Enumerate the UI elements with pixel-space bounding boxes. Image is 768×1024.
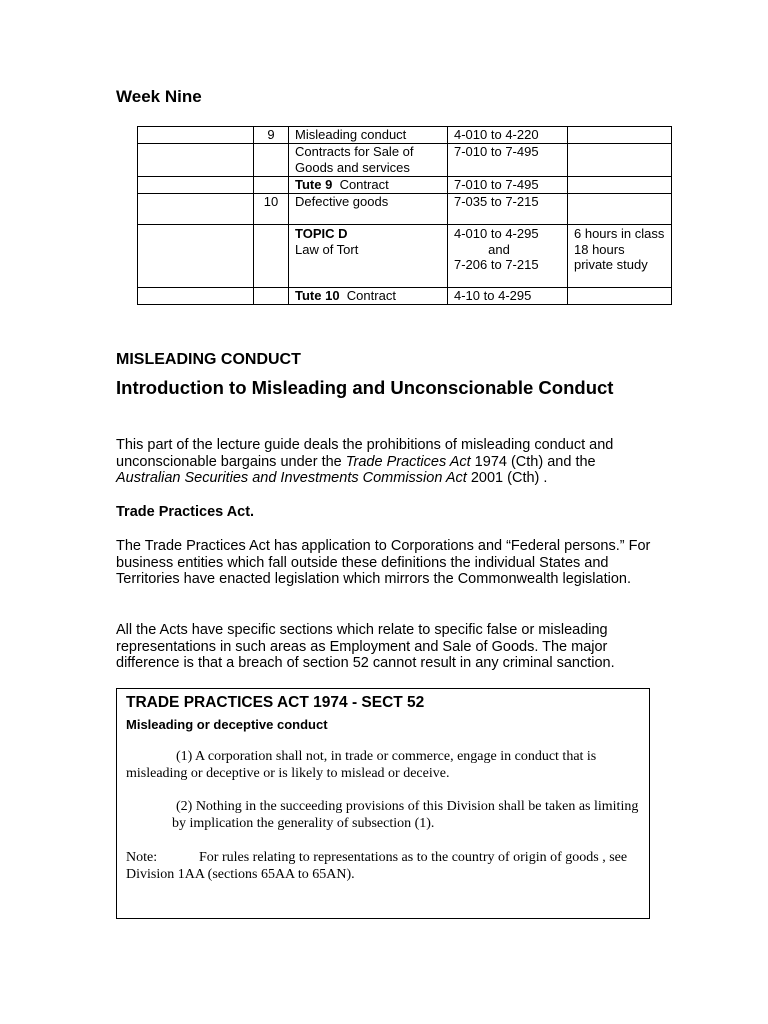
table-cell-week-number: 9 [254,127,289,144]
week-heading: Week Nine [116,87,202,106]
table-cell-week-number: 10 [254,194,289,225]
table-cell-notes [568,194,672,225]
topic-text: Defective goods [295,194,389,209]
reference-text-line3: 7-206 to 7-215 [454,257,539,272]
subsection-2: (2) Nothing in the succeeding provisions of this Division shall be taken as limiting by implication the generality of subsection (1). [172,799,639,831]
table-cell-reference: 7-010 to 7-495 [448,177,568,194]
topic-bold-text: Tute 9 [295,177,333,192]
intro-paragraph [116,437,656,487]
table-cell-reference: 4-10 to 4-295 [448,288,568,305]
trade-practices-paragraph: The Trade Practices Act has application to Corporations and “Federal persons.” For business entities which fall outside these definitions the individual States and Territories have enacted legislation which mirrors the Commonwealth legislation. [116,538,651,588]
trade-practices-heading: Trade Practices Act. [116,504,255,520]
act-name-asic: Australian Securities and Investments Commission Act [116,470,467,487]
acts-paragraph: All the Acts have specific sections which relate to specific false or misleading representations in such areas as Employment and Sale of Goods. The major difference is that a breach of section 52 cannot result in any criminal sanction. [116,622,615,672]
table-row [138,194,672,225]
table-cell-blank [138,144,254,177]
table-cell-reference: 7-010 to 7-495 [448,144,568,177]
reference-conjunction: and [488,241,510,257]
table-cell-blank [138,194,254,225]
table-cell-blank [138,225,254,288]
intro-heading: Introduction to Misleading and Unconscionable Conduct [116,377,614,398]
table-cell-topic [289,225,448,288]
table-cell-notes [568,144,672,177]
table-cell-topic [289,144,448,177]
statute-note [126,850,641,883]
table-row [138,177,672,194]
topic-text: Contract [346,288,396,303]
table-cell-reference [448,225,568,288]
topic-text: Law of Tort [295,241,359,257]
table-cell-notes [568,288,672,305]
schedule-table [137,126,672,305]
table-cell-week-number [254,177,289,194]
subsection-1: (1) A corporation shall not, in trade or commerce, engage in conduct that is misleading or deceptive or is likely to mislead or deceive. [126,749,597,781]
table-cell-topic [289,288,448,305]
table-cell-blank [138,288,254,305]
reference-text: 4-010 to 4-295 [454,226,539,241]
topic-bold-text: Tute 10 [295,288,340,303]
table-cell-topic [289,194,448,225]
statute-title: TRADE PRACTICES ACT 1974 - SECT 52 [126,694,425,711]
table-cell-week-number [254,144,289,177]
topic-bold-text: TOPIC D [295,226,348,241]
table-row [138,127,672,144]
table-cell-reference: 4-010 to 4-220 [448,127,568,144]
table-cell-reference: 7-035 to 7-215 [448,194,568,225]
intro-text-part3: 2001 (Cth) . [466,470,548,487]
table-cell-topic [289,177,448,194]
statute-box [116,688,650,919]
topic-text: Contract [339,177,389,192]
intro-text-part2: 1974 (Cth) and the [470,453,596,470]
table-cell-blank [138,127,254,144]
topic-text: Contracts for Sale of [295,144,414,159]
table-cell-topic [289,127,448,144]
topic-text-line2: Goods and services [295,159,410,175]
note-label: Note: [126,850,158,865]
table-row [138,225,672,288]
table-cell-notes: 6 hours in class 18 hours private study [568,225,672,288]
intro-text-part1: This part of the lecture guide deals the prohibitions of misleading conduct and unconscionable bargains under the [116,437,614,470]
table-row [138,144,672,177]
topic-text: Misleading conduct [295,127,407,142]
table-cell-week-number [254,288,289,305]
note-text: For rules relating to representations as to the country of origin of goods , see Division 1AA (sections 65AA to 65AN). [126,850,628,882]
table-row [138,288,672,305]
table-cell-week-number [254,225,289,288]
section-heading: MISLEADING CONDUCT [116,351,301,368]
statute-subtitle: Misleading or deceptive conduct [126,717,328,732]
table-cell-notes [568,177,672,194]
table-cell-notes [568,127,672,144]
act-name-trade-practices: Trade Practices Act [345,453,471,470]
table-cell-blank [138,177,254,194]
